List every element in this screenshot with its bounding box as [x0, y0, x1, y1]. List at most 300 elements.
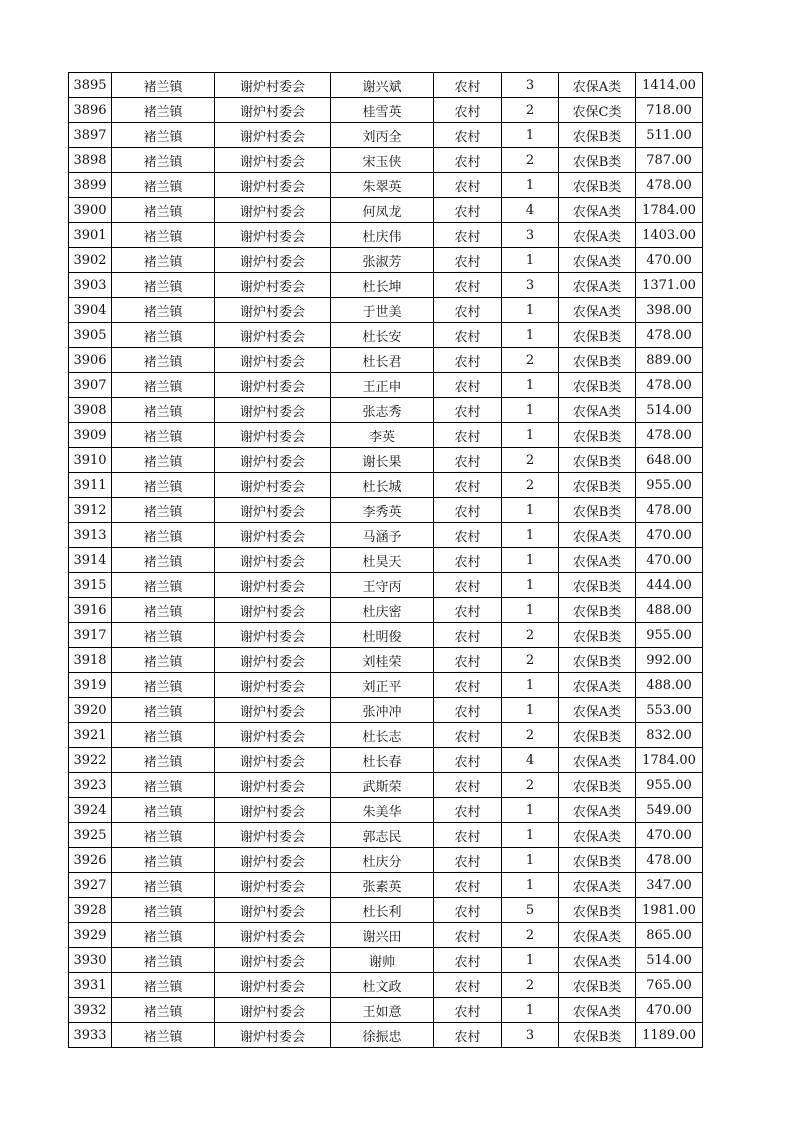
cell-name: 宋玉侠	[331, 148, 434, 173]
table-row	[69, 73, 703, 98]
cell-amount: 470.00	[636, 248, 703, 273]
cell-name: 于世美	[331, 298, 434, 323]
cell-amount: 1371.00	[636, 273, 703, 298]
cell-village: 谢炉村委会	[215, 548, 331, 573]
cell-category: 农保A类	[559, 223, 636, 248]
table-row	[69, 873, 703, 898]
cell-category: 农保B类	[559, 498, 636, 523]
cell-persons: 2	[502, 648, 559, 673]
cell-village: 谢炉村委会	[215, 223, 331, 248]
cell-persons: 3	[502, 73, 559, 98]
cell-village: 谢炉村委会	[215, 473, 331, 498]
cell-no: 3914	[69, 548, 112, 573]
cell-village: 谢炉村委会	[215, 898, 331, 923]
cell-category: 农保A类	[559, 273, 636, 298]
cell-name: 何凤龙	[331, 198, 434, 223]
cell-village: 谢炉村委会	[215, 748, 331, 773]
cell-village: 谢炉村委会	[215, 523, 331, 548]
cell-area: 农村	[434, 623, 502, 648]
cell-area: 农村	[434, 248, 502, 273]
cell-town: 褚兰镇	[112, 723, 215, 748]
cell-no: 3907	[69, 373, 112, 398]
cell-name: 李英	[331, 423, 434, 448]
table-row	[69, 623, 703, 648]
cell-no: 3919	[69, 673, 112, 698]
cell-name: 郭志民	[331, 823, 434, 848]
cell-name: 张冲冲	[331, 698, 434, 723]
cell-village: 谢炉村委会	[215, 773, 331, 798]
cell-name: 杜长坤	[331, 273, 434, 298]
cell-category: 农保A类	[559, 798, 636, 823]
cell-amount: 470.00	[636, 523, 703, 548]
cell-persons: 1	[502, 548, 559, 573]
cell-area: 农村	[434, 398, 502, 423]
cell-amount: 347.00	[636, 873, 703, 898]
cell-no: 3910	[69, 448, 112, 473]
table-row	[69, 698, 703, 723]
cell-category: 农保B类	[559, 423, 636, 448]
cell-persons: 1	[502, 248, 559, 273]
cell-category: 农保B类	[559, 648, 636, 673]
cell-name: 杜庆分	[331, 848, 434, 873]
cell-no: 3905	[69, 323, 112, 348]
cell-persons: 1	[502, 848, 559, 873]
cell-town: 褚兰镇	[112, 398, 215, 423]
table-row	[69, 323, 703, 348]
cell-category: 农保B类	[559, 323, 636, 348]
cell-amount: 648.00	[636, 448, 703, 473]
cell-name: 杜长君	[331, 348, 434, 373]
cell-persons: 3	[502, 223, 559, 248]
cell-amount: 511.00	[636, 123, 703, 148]
cell-amount: 398.00	[636, 298, 703, 323]
table-row	[69, 848, 703, 873]
cell-no: 3902	[69, 248, 112, 273]
cell-persons: 3	[502, 273, 559, 298]
cell-persons: 1	[502, 423, 559, 448]
table-row	[69, 273, 703, 298]
cell-village: 谢炉村委会	[215, 598, 331, 623]
cell-town: 褚兰镇	[112, 873, 215, 898]
cell-area: 农村	[434, 1023, 502, 1048]
cell-category: 农保B类	[559, 448, 636, 473]
table-row	[69, 723, 703, 748]
table-row	[69, 973, 703, 998]
records-table-body	[69, 73, 703, 1048]
cell-category: 农保B类	[559, 973, 636, 998]
cell-area: 农村	[434, 523, 502, 548]
cell-name: 杜长城	[331, 473, 434, 498]
cell-name: 刘丙全	[331, 123, 434, 148]
table-row	[69, 798, 703, 823]
cell-no: 3897	[69, 123, 112, 148]
cell-name: 杜文政	[331, 973, 434, 998]
cell-area: 农村	[434, 873, 502, 898]
cell-no: 3927	[69, 873, 112, 898]
cell-area: 农村	[434, 148, 502, 173]
cell-no: 3916	[69, 598, 112, 623]
cell-name: 谢兴田	[331, 923, 434, 948]
cell-village: 谢炉村委会	[215, 973, 331, 998]
cell-village: 谢炉村委会	[215, 148, 331, 173]
cell-village: 谢炉村委会	[215, 298, 331, 323]
cell-persons: 1	[502, 673, 559, 698]
cell-amount: 865.00	[636, 923, 703, 948]
cell-no: 3921	[69, 723, 112, 748]
table-row	[69, 748, 703, 773]
table-row	[69, 298, 703, 323]
cell-persons: 1	[502, 573, 559, 598]
cell-amount: 553.00	[636, 698, 703, 723]
cell-village: 谢炉村委会	[215, 648, 331, 673]
table-row	[69, 498, 703, 523]
cell-town: 褚兰镇	[112, 98, 215, 123]
cell-area: 农村	[434, 348, 502, 373]
cell-name: 杜庆伟	[331, 223, 434, 248]
cell-village: 谢炉村委会	[215, 673, 331, 698]
cell-name: 杜昊天	[331, 548, 434, 573]
cell-category: 农保B类	[559, 373, 636, 398]
table-row	[69, 448, 703, 473]
cell-no: 3896	[69, 98, 112, 123]
cell-town: 褚兰镇	[112, 573, 215, 598]
cell-village: 谢炉村委会	[215, 573, 331, 598]
cell-village: 谢炉村委会	[215, 248, 331, 273]
cell-area: 农村	[434, 798, 502, 823]
cell-no: 3895	[69, 73, 112, 98]
cell-no: 3928	[69, 898, 112, 923]
cell-persons: 1	[502, 298, 559, 323]
cell-name: 张素英	[331, 873, 434, 898]
cell-area: 农村	[434, 848, 502, 873]
cell-town: 褚兰镇	[112, 148, 215, 173]
cell-town: 褚兰镇	[112, 998, 215, 1023]
cell-persons: 5	[502, 898, 559, 923]
cell-town: 褚兰镇	[112, 598, 215, 623]
cell-town: 褚兰镇	[112, 823, 215, 848]
table-row	[69, 898, 703, 923]
cell-area: 农村	[434, 98, 502, 123]
cell-village: 谢炉村委会	[215, 848, 331, 873]
cell-area: 农村	[434, 948, 502, 973]
table-row	[69, 573, 703, 598]
cell-town: 褚兰镇	[112, 298, 215, 323]
cell-name: 刘桂荣	[331, 648, 434, 673]
cell-town: 褚兰镇	[112, 673, 215, 698]
table-row	[69, 348, 703, 373]
cell-village: 谢炉村委会	[215, 823, 331, 848]
cell-town: 褚兰镇	[112, 523, 215, 548]
cell-persons: 3	[502, 1023, 559, 1048]
cell-town: 褚兰镇	[112, 473, 215, 498]
table-row	[69, 398, 703, 423]
cell-amount: 488.00	[636, 673, 703, 698]
cell-name: 朱美华	[331, 798, 434, 823]
table-row	[69, 948, 703, 973]
cell-town: 褚兰镇	[112, 498, 215, 523]
cell-village: 谢炉村委会	[215, 623, 331, 648]
cell-name: 马涵予	[331, 523, 434, 548]
cell-category: 农保B类	[559, 173, 636, 198]
table-row	[69, 923, 703, 948]
cell-village: 谢炉村委会	[215, 423, 331, 448]
table-row	[69, 423, 703, 448]
cell-town: 褚兰镇	[112, 698, 215, 723]
cell-persons: 1	[502, 998, 559, 1023]
cell-persons: 2	[502, 473, 559, 498]
cell-persons: 2	[502, 348, 559, 373]
cell-amount: 832.00	[636, 723, 703, 748]
cell-category: 农保B类	[559, 1023, 636, 1048]
cell-persons: 4	[502, 198, 559, 223]
cell-no: 3926	[69, 848, 112, 873]
cell-village: 谢炉村委会	[215, 448, 331, 473]
cell-area: 农村	[434, 898, 502, 923]
cell-town: 褚兰镇	[112, 748, 215, 773]
cell-area: 农村	[434, 323, 502, 348]
cell-category: 农保A类	[559, 673, 636, 698]
cell-category: 农保A类	[559, 298, 636, 323]
cell-persons: 1	[502, 373, 559, 398]
cell-no: 3915	[69, 573, 112, 598]
cell-category: 农保A类	[559, 398, 636, 423]
cell-no: 3906	[69, 348, 112, 373]
table-row	[69, 1023, 703, 1048]
cell-category: 农保B类	[559, 348, 636, 373]
cell-village: 谢炉村委会	[215, 373, 331, 398]
cell-no: 3923	[69, 773, 112, 798]
cell-amount: 1189.00	[636, 1023, 703, 1048]
cell-amount: 478.00	[636, 848, 703, 873]
cell-town: 褚兰镇	[112, 448, 215, 473]
cell-persons: 1	[502, 823, 559, 848]
cell-no: 3903	[69, 273, 112, 298]
cell-town: 褚兰镇	[112, 348, 215, 373]
cell-persons: 4	[502, 748, 559, 773]
cell-amount: 787.00	[636, 148, 703, 173]
cell-village: 谢炉村委会	[215, 348, 331, 373]
cell-area: 农村	[434, 923, 502, 948]
cell-name: 杜长安	[331, 323, 434, 348]
cell-area: 农村	[434, 223, 502, 248]
cell-town: 褚兰镇	[112, 223, 215, 248]
cell-category: 农保A类	[559, 948, 636, 973]
cell-town: 褚兰镇	[112, 973, 215, 998]
cell-category: 农保A类	[559, 873, 636, 898]
cell-no: 3920	[69, 698, 112, 723]
cell-amount: 718.00	[636, 98, 703, 123]
cell-name: 杜长利	[331, 898, 434, 923]
table-row	[69, 223, 703, 248]
cell-persons: 1	[502, 398, 559, 423]
cell-name: 杜长志	[331, 723, 434, 748]
cell-village: 谢炉村委会	[215, 873, 331, 898]
cell-name: 武斯荣	[331, 773, 434, 798]
table-row	[69, 548, 703, 573]
cell-persons: 1	[502, 323, 559, 348]
cell-town: 褚兰镇	[112, 548, 215, 573]
cell-category: 农保B类	[559, 723, 636, 748]
cell-amount: 514.00	[636, 948, 703, 973]
cell-amount: 889.00	[636, 348, 703, 373]
cell-no: 3900	[69, 198, 112, 223]
cell-no: 3898	[69, 148, 112, 173]
cell-no: 3912	[69, 498, 112, 523]
cell-town: 褚兰镇	[112, 623, 215, 648]
table-row	[69, 148, 703, 173]
cell-town: 褚兰镇	[112, 198, 215, 223]
cell-category: 农保A类	[559, 698, 636, 723]
cell-village: 谢炉村委会	[215, 73, 331, 98]
cell-amount: 1981.00	[636, 898, 703, 923]
cell-village: 谢炉村委会	[215, 273, 331, 298]
table-row	[69, 998, 703, 1023]
cell-town: 褚兰镇	[112, 848, 215, 873]
cell-no: 3930	[69, 948, 112, 973]
cell-category: 农保B类	[559, 573, 636, 598]
cell-village: 谢炉村委会	[215, 323, 331, 348]
cell-category: 农保A类	[559, 548, 636, 573]
cell-no: 3899	[69, 173, 112, 198]
cell-amount: 955.00	[636, 473, 703, 498]
cell-amount: 549.00	[636, 798, 703, 823]
cell-name: 徐振忠	[331, 1023, 434, 1048]
table-row	[69, 673, 703, 698]
cell-amount: 478.00	[636, 323, 703, 348]
cell-no: 3932	[69, 998, 112, 1023]
cell-category: 农保C类	[559, 98, 636, 123]
table-row	[69, 648, 703, 673]
cell-persons: 1	[502, 498, 559, 523]
cell-name: 杜长春	[331, 748, 434, 773]
cell-amount: 478.00	[636, 498, 703, 523]
table-row	[69, 98, 703, 123]
cell-village: 谢炉村委会	[215, 723, 331, 748]
cell-town: 褚兰镇	[112, 923, 215, 948]
cell-town: 褚兰镇	[112, 423, 215, 448]
cell-village: 谢炉村委会	[215, 923, 331, 948]
cell-area: 农村	[434, 673, 502, 698]
table-row	[69, 523, 703, 548]
cell-village: 谢炉村委会	[215, 998, 331, 1023]
cell-persons: 1	[502, 598, 559, 623]
cell-name: 李秀英	[331, 498, 434, 523]
cell-amount: 470.00	[636, 548, 703, 573]
cell-name: 张淑芳	[331, 248, 434, 273]
cell-amount: 1403.00	[636, 223, 703, 248]
cell-name: 杜庆密	[331, 598, 434, 623]
cell-area: 农村	[434, 448, 502, 473]
cell-area: 农村	[434, 73, 502, 98]
cell-amount: 470.00	[636, 998, 703, 1023]
cell-no: 3922	[69, 748, 112, 773]
cell-persons: 2	[502, 923, 559, 948]
cell-category: 农保B类	[559, 898, 636, 923]
cell-area: 农村	[434, 998, 502, 1023]
cell-category: 农保B类	[559, 148, 636, 173]
cell-area: 农村	[434, 198, 502, 223]
cell-area: 农村	[434, 373, 502, 398]
cell-village: 谢炉村委会	[215, 123, 331, 148]
cell-name: 王守丙	[331, 573, 434, 598]
cell-amount: 514.00	[636, 398, 703, 423]
cell-town: 褚兰镇	[112, 798, 215, 823]
cell-persons: 1	[502, 873, 559, 898]
cell-no: 3929	[69, 923, 112, 948]
table-row	[69, 598, 703, 623]
cell-area: 农村	[434, 498, 502, 523]
cell-no: 3904	[69, 298, 112, 323]
cell-amount: 478.00	[636, 423, 703, 448]
cell-name: 王正申	[331, 373, 434, 398]
cell-name: 桂雪英	[331, 98, 434, 123]
cell-village: 谢炉村委会	[215, 198, 331, 223]
cell-amount: 955.00	[636, 773, 703, 798]
cell-persons: 1	[502, 523, 559, 548]
cell-town: 褚兰镇	[112, 173, 215, 198]
cell-village: 谢炉村委会	[215, 498, 331, 523]
cell-category: 农保A类	[559, 923, 636, 948]
cell-area: 农村	[434, 173, 502, 198]
cell-name: 杜明俊	[331, 623, 434, 648]
cell-category: 农保B类	[559, 848, 636, 873]
table-row	[69, 373, 703, 398]
cell-category: 农保A类	[559, 73, 636, 98]
cell-no: 3924	[69, 798, 112, 823]
cell-name: 王如意	[331, 998, 434, 1023]
table-row	[69, 473, 703, 498]
cell-no: 3925	[69, 823, 112, 848]
cell-village: 谢炉村委会	[215, 398, 331, 423]
cell-village: 谢炉村委会	[215, 948, 331, 973]
records-table	[68, 72, 703, 1048]
cell-town: 褚兰镇	[112, 248, 215, 273]
cell-name: 谢长果	[331, 448, 434, 473]
cell-amount: 1784.00	[636, 198, 703, 223]
cell-no: 3901	[69, 223, 112, 248]
cell-area: 农村	[434, 698, 502, 723]
cell-persons: 2	[502, 148, 559, 173]
cell-name: 刘正平	[331, 673, 434, 698]
cell-town: 褚兰镇	[112, 323, 215, 348]
cell-persons: 2	[502, 623, 559, 648]
cell-town: 褚兰镇	[112, 73, 215, 98]
cell-town: 褚兰镇	[112, 123, 215, 148]
cell-no: 3908	[69, 398, 112, 423]
cell-name: 谢兴斌	[331, 73, 434, 98]
cell-village: 谢炉村委会	[215, 1023, 331, 1048]
cell-area: 农村	[434, 723, 502, 748]
cell-town: 褚兰镇	[112, 773, 215, 798]
cell-persons: 1	[502, 173, 559, 198]
table-row	[69, 123, 703, 148]
cell-amount: 1414.00	[636, 73, 703, 98]
cell-no: 3909	[69, 423, 112, 448]
cell-area: 农村	[434, 548, 502, 573]
cell-amount: 992.00	[636, 648, 703, 673]
cell-category: 农保B类	[559, 473, 636, 498]
cell-amount: 470.00	[636, 823, 703, 848]
cell-amount: 765.00	[636, 973, 703, 998]
table-row	[69, 248, 703, 273]
cell-area: 农村	[434, 648, 502, 673]
cell-category: 农保A类	[559, 998, 636, 1023]
cell-category: 农保A类	[559, 248, 636, 273]
cell-area: 农村	[434, 973, 502, 998]
cell-no: 3913	[69, 523, 112, 548]
cell-persons: 1	[502, 948, 559, 973]
cell-amount: 955.00	[636, 623, 703, 648]
